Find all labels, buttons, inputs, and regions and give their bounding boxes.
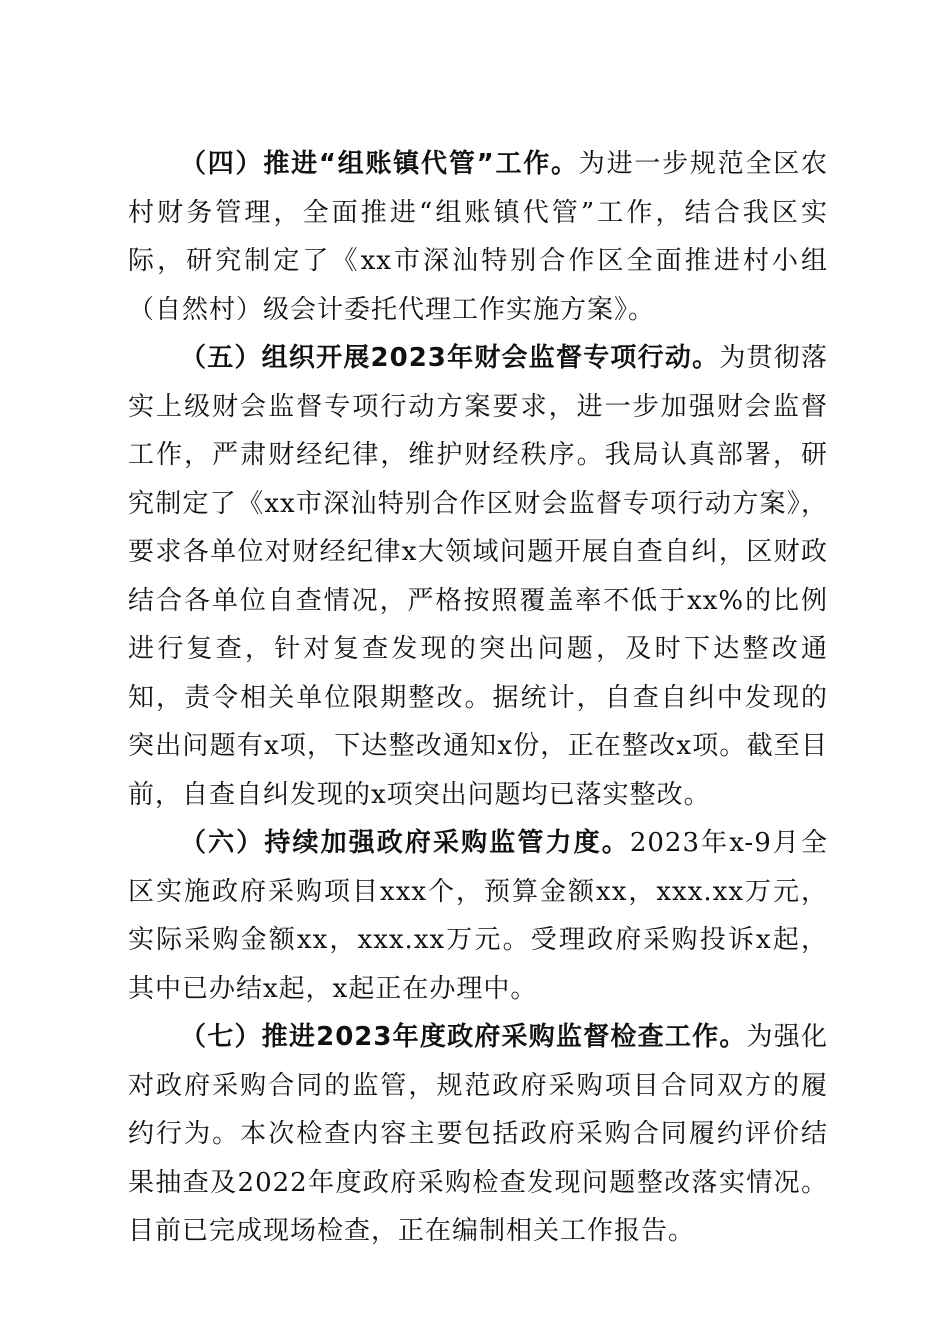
paragraph-5-heading: （五）组织开展2023年财会监督专项行动。 <box>180 343 720 373</box>
paragraph-4-body: 为进一步规范全区农村财务管理，全面推进“组账镇代管”工作，结合我区实际，研究制定了《xx市深汕特别合作区全面推进村小组（自然村）级会计委托代理工作实施方案》。 <box>128 149 828 325</box>
paragraph-4 <box>128 140 828 334</box>
paragraph-6 <box>128 819 828 1013</box>
paragraph-7 <box>128 1013 828 1256</box>
paragraph-6-heading: （六）持续加强政府采购监管力度。 <box>180 828 630 858</box>
paragraph-7-heading: （七）推进2023年度政府采购监督检查工作。 <box>180 1022 747 1052</box>
paragraph-7-body: 为强化对政府采购合同的监管，规范政府采购项目合同双方的履约行为。本次检查内容主要包括政府采购合同履约评价结果抽查及2022年度政府采购检查发现问题整改落实情况。目前已完成现场检查，正在编制相关工作报告。 <box>128 1022 828 1246</box>
paragraph-5 <box>128 334 828 819</box>
document-body <box>128 140 828 1256</box>
paragraph-4-heading: （四）推进“组账镇代管”工作。 <box>180 149 579 179</box>
paragraph-5-body: 为贯彻落实上级财会监督专项行动方案要求，进一步加强财会监督工作，严肃财经纪律，维护财经秩序。我局认真部署，研究制定了《xx市深汕特别合作区财会监督专项行动方案》，要求各单位对财经纪律x大领域问题开展自查自纠，区财政结合各单位自查情况，严格按照覆盖率不低于xx%的比例进行复查，针对复查发现的突出问题，及时下达整改通知，责令相关单位限期整改。据统计，自查自纠中发现的突出问题有x项，下达整改通知x份，正在整改x项。截至目前，自查自纠发现的x项突出问题均已落实整改。 <box>128 343 828 810</box>
paragraph-6-body: 2023年x-9月全区实施政府采购项目xxx个，预算金额xx，xxx.xx万元，实际采购金额xx，xxx.xx万元。受理政府采购投诉x起，其中已办结x起，x起正在办理中。 <box>128 828 828 1004</box>
